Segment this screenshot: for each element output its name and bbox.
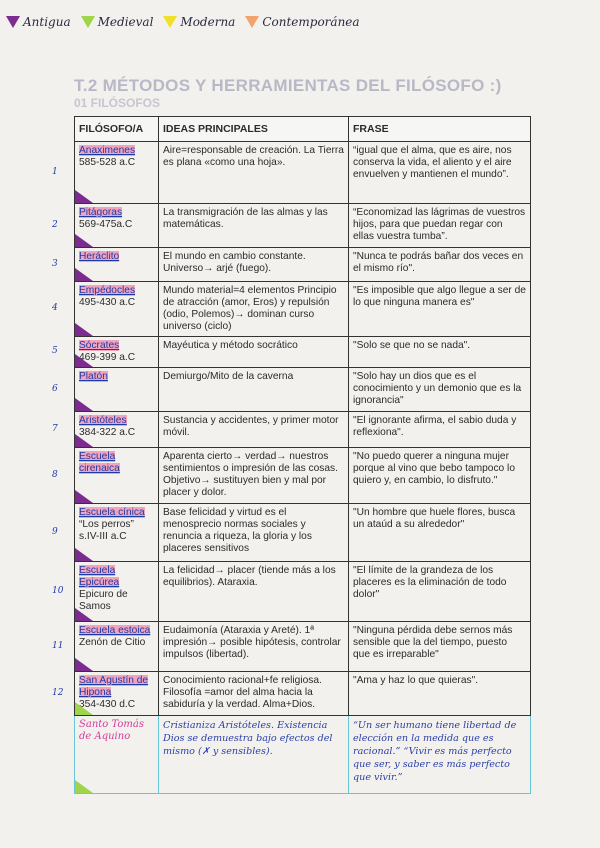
- table-row: [75, 622, 531, 672]
- section-subtitle: 01 FILÓSOFOS: [74, 96, 161, 110]
- philosopher-name: Escuela cirenaica: [79, 451, 120, 474]
- quote-cell: "Solo se que no se nada".: [349, 337, 531, 368]
- table-row: [75, 337, 531, 368]
- philosopher-name: Anaximenes: [79, 145, 136, 156]
- table-row: [75, 504, 531, 562]
- quote-cell: "Un hombre que huele flores, busca un ataúd a su alrededor": [349, 504, 531, 562]
- row-number: 2: [52, 219, 58, 230]
- table-row: [75, 368, 531, 412]
- quote-cell: "Solo hay un dios que es el conocimiento y un demonio que es la ignorancia": [349, 368, 531, 412]
- philosopher-name: Escuela Epicúrea: [79, 565, 120, 588]
- ideas-cell: Aparenta cierto→ verdad→ nuestros sentimientos o impresión de las cosas. Objetivo→ sustituyen bien y mal por placer y dolor.: [159, 448, 349, 504]
- era-marker-icon: [75, 323, 93, 336]
- philosopher-cell: [75, 368, 159, 412]
- legend-item: [81, 15, 154, 29]
- row-number: 12: [52, 687, 64, 698]
- table-row: [75, 562, 531, 622]
- philosopher-cell: [75, 504, 159, 562]
- ideas-cell: Mundo material=4 elementos Principio de atracción (amor, Eros) y repulsión (odio, Polemos)→ dominan curso universo (ciclo): [159, 282, 349, 337]
- ideas-cell: Eudaimonía (Ataraxia y Areté). 1ª impresión→ posible hipótesis, controlar impulsos (libertad).: [159, 622, 349, 672]
- philosopher-name: San Agustín de Hipona: [79, 675, 149, 698]
- ideas-cell: La transmigración de las almas y las matemáticas.: [159, 204, 349, 248]
- handwritten-quote: “Un ser humano tiene libertad de elección en la medida que es racional.” “Vivir es más perfecto que ser, y saber es más perfecto que vivir.”: [349, 716, 531, 794]
- ideas-cell: Demiurgo/Mito de la caverna: [159, 368, 349, 412]
- philosopher-cell: [75, 248, 159, 282]
- handwritten-ideas: Cristianiza Aristóteles. Existencia Dios se demuestra bajo efectos del mismo (✗ y sensibles).: [159, 716, 349, 794]
- quote-cell: "No puedo querer a ninguna mujer porque al vino que bebo tampoco lo quiero y, en cambio, lo disfruto.": [349, 448, 531, 504]
- triangle-icon: [6, 16, 20, 28]
- header-quote: FRASE: [349, 117, 531, 142]
- legend-item: [163, 15, 235, 29]
- era-legend: [6, 10, 594, 34]
- ideas-cell: Aire=responsable de creación. La Tierra es plana «como una hoja».: [159, 142, 349, 204]
- philosopher-name: Aristóteles: [79, 415, 127, 426]
- philosopher-cell: [75, 282, 159, 337]
- philosopher-date: 569-475a.C: [79, 219, 133, 230]
- philosopher-cell: [75, 562, 159, 622]
- era-marker-icon: [75, 190, 93, 203]
- philosopher-name: Pitágoras: [79, 207, 123, 218]
- era-marker-icon: [75, 434, 93, 447]
- table-row: [75, 248, 531, 282]
- era-marker-icon: [75, 780, 93, 793]
- quote-cell: "Ninguna pérdida debe sernos más sensible que la del tiempo, puesto que es irreparable": [349, 622, 531, 672]
- row-number: 3: [52, 258, 58, 269]
- handwritten-philosopher: Santo Tomás de Aquino: [75, 716, 159, 794]
- header-philosopher: FILÓSOFO/A: [75, 117, 159, 142]
- legend-label: Antigua: [23, 15, 71, 29]
- philosopher-cell: [75, 337, 159, 368]
- era-marker-icon: [75, 268, 93, 281]
- quote-cell: "El límite de la grandeza de los placeres es la eliminación de todo dolor": [349, 562, 531, 622]
- legend-label: Contemporánea: [262, 15, 360, 29]
- ideas-cell: Conocimiento racional+fe religiosa. Filosofía =amor del alma hacia la sabiduría y la verdad. Alma+Dios.: [159, 672, 349, 716]
- philosopher-date: 384-322 a.C: [79, 427, 136, 438]
- triangle-icon: [245, 16, 259, 28]
- philosopher-cell: [75, 622, 159, 672]
- philosopher-date: 495-430 a.C: [79, 297, 136, 308]
- table-header-row: [75, 117, 531, 142]
- quote-cell: “igual que el alma, que es aire, nos conserva la vida, el aliento y el aire envuelven y mantienen el mundo”.: [349, 142, 531, 204]
- era-marker-icon: [75, 702, 93, 715]
- triangle-icon: [81, 16, 95, 28]
- ideas-cell: Base felicidad y virtud es el menosprecio normas sociales y renuncia a riqueza, la gloria y los placeres sensitivos: [159, 504, 349, 562]
- triangle-icon: [163, 16, 177, 28]
- philosopher-name: Sócrates: [79, 340, 120, 351]
- table-row: [75, 204, 531, 248]
- row-number: 11: [52, 640, 64, 651]
- ideas-cell: Mayéutica y método socrático: [159, 337, 349, 368]
- row-number: 6: [52, 383, 58, 394]
- quote-cell: "Ama y haz lo que quieras".: [349, 672, 531, 716]
- era-marker-icon: [75, 548, 93, 561]
- ideas-cell: El mundo en cambio constante. Universo→ arjé (fuego).: [159, 248, 349, 282]
- philosopher-cell: [75, 142, 159, 204]
- philosopher-date: “Los perros” s.IV-III a.C: [79, 519, 134, 542]
- philosopher-name: Escuela cínica: [79, 507, 145, 518]
- philosopher-cell: [75, 204, 159, 248]
- philosopher-date: 469-399 a.C: [79, 352, 136, 363]
- era-marker-icon: [75, 658, 93, 671]
- quote-cell: "Nunca te podrás bañar dos veces en el mismo río".: [349, 248, 531, 282]
- era-marker-icon: [75, 398, 93, 411]
- philosopher-name: Platón: [79, 371, 108, 382]
- ideas-cell: La felicidad→ placer (tiende más a los equilibrios). Ataraxia.: [159, 562, 349, 622]
- table-row: [75, 672, 531, 716]
- philosopher-date: 354-430 d.C: [79, 699, 136, 710]
- philosopher-date: 585-528 a.C: [79, 157, 136, 168]
- page-title: T.2 MÉTODOS Y HERRAMIENTAS DEL FILÓSOFO :): [74, 76, 502, 95]
- row-number: 5: [52, 346, 58, 356]
- table-row: [75, 448, 531, 504]
- row-number: 9: [52, 526, 58, 537]
- philosopher-cell: [75, 412, 159, 448]
- quote-cell: "Es imposible que algo llegue a ser de lo que ninguna manera es": [349, 282, 531, 337]
- legend-label: Medieval: [97, 15, 154, 29]
- philosopher-date: Zenón de Citio: [79, 637, 146, 648]
- philosopher-name: Escuela estoica: [79, 625, 151, 636]
- philosopher-name: Heráclito: [79, 251, 120, 262]
- row-number: 8: [52, 469, 58, 480]
- ideas-cell: Sustancia y accidentes, y primer motor móvil.: [159, 412, 349, 448]
- row-number: 7: [52, 423, 58, 434]
- quote-cell: “Economizad las lágrimas de vuestros hijos, para que puedan regar con ellas vuestra tumba”.: [349, 204, 531, 248]
- row-number: 4: [52, 303, 58, 313]
- era-marker-icon: [75, 234, 93, 247]
- quote-cell: "El ignorante afirma, el sabio duda y reflexiona".: [349, 412, 531, 448]
- table-row: [75, 142, 531, 204]
- era-marker-icon: [75, 354, 93, 367]
- handwritten-row: [75, 716, 531, 794]
- philosopher-cell: [75, 672, 159, 716]
- era-marker-icon: [75, 608, 93, 621]
- philosopher-cell: [75, 448, 159, 504]
- table-row: [75, 412, 531, 448]
- legend-label: Moderna: [180, 15, 236, 29]
- legend-item: [245, 15, 359, 29]
- philosopher-date: Epicuro de Samos: [79, 589, 128, 612]
- row-number: 1: [52, 166, 58, 177]
- era-marker-icon: [75, 490, 93, 503]
- row-number: 10: [52, 585, 64, 596]
- philosophers-table: [74, 116, 531, 794]
- legend-item: [6, 15, 71, 29]
- header-ideas: IDEAS PRINCIPALES: [159, 117, 349, 142]
- philosopher-name: Empédocles: [79, 285, 136, 296]
- table-row: [75, 282, 531, 337]
